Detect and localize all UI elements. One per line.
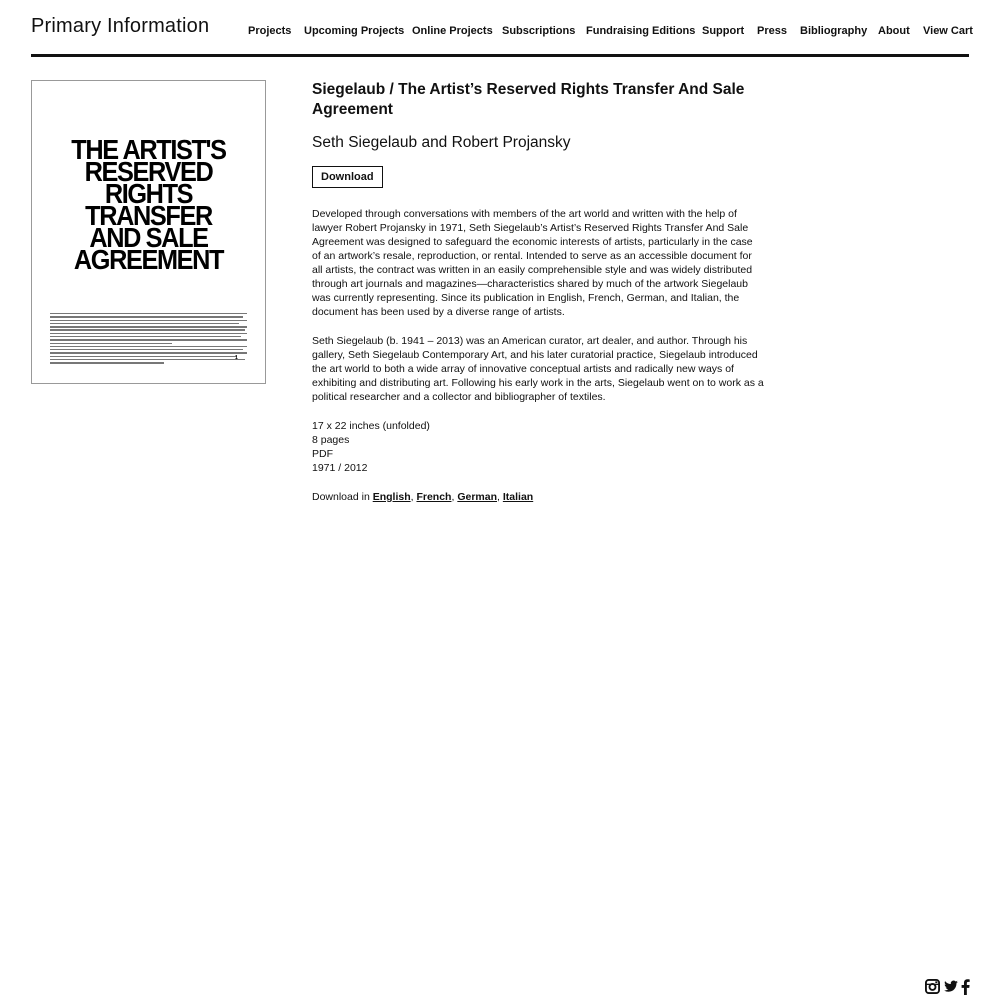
- download-in-label: Download in: [312, 491, 373, 503]
- spec-pages: 8 pages: [312, 434, 350, 446]
- nav-projects[interactable]: Projects: [248, 25, 292, 37]
- header-divider: [31, 54, 969, 57]
- instagram-icon[interactable]: [925, 979, 940, 999]
- facebook-icon[interactable]: [961, 979, 970, 1000]
- download-french-link[interactable]: French: [416, 491, 452, 503]
- nav-upcoming-projects[interactable]: Upcoming Projects: [304, 25, 405, 37]
- site-title[interactable]: Primary Information: [31, 15, 210, 37]
- cover-fine-print: [50, 313, 247, 366]
- project-authors: Seth Siegelaub and Robert Projansky: [312, 134, 571, 151]
- author-bio: Seth Siegelaub (b. 1941 – 2013) was an American curator, art dealer, and author. Through his gallery, Seth Siegelaub Contemporary Art, and his later curatorial practice, Siegelaub introduced the art world to both a wide array of innovative conceptual artists and radically new ways of exhibiting and distributing art. Following his early work in the arts, Siegelaub went on to work as a political researcher and a collector and bibliographer of textiles.: [312, 335, 764, 403]
- download-italian-link[interactable]: Italian: [502, 491, 534, 503]
- cover-page-number: 1: [235, 355, 238, 361]
- download-german-link[interactable]: German: [457, 491, 498, 503]
- project-details: [312, 80, 764, 504]
- nav-press[interactable]: Press: [757, 25, 787, 37]
- spec-years: 1971 / 2012: [312, 462, 368, 474]
- spec-dimensions: 17 x 22 inches (unfolded): [312, 420, 430, 432]
- nav-online-projects[interactable]: Online Projects: [412, 25, 493, 37]
- nav-view-cart[interactable]: View Cart: [923, 25, 973, 37]
- project-description: Developed through conversations with members of the art world and written with the help of lawyer Robert Projansky in 1971, Seth Siegelaub’s Artist’s Reserved Rights Transfer And Sale Agreement was designed to safeguard the economic interests of artists, particularly in the case of an artwork’s resale, reproduction, or rental. Intended to serve as an accessible document for all artists, the contract was written in an easily comprehensible style and was widely distributed through art journals and magazines—characteristics shared by much of the artwork Siegelaub was currently representing. Since its publication in English, French, German, and Italian, the document has been used by a diverse range of artists.: [312, 208, 753, 318]
- project-title: Siegelaub / The Artist’s Reserved Rights Transfer And Sale Agreement: [312, 81, 745, 118]
- nav-about[interactable]: About: [878, 25, 910, 37]
- download-button[interactable]: Download: [312, 166, 383, 188]
- cover-title: THE ARTIST'S RESERVED RIGHTS TRANSFER AND SALE AGREEMENT: [71, 134, 226, 275]
- project-specs: [312, 419, 764, 475]
- nav-fundraising-editions[interactable]: Fundraising Editions: [586, 25, 696, 37]
- download-english-link[interactable]: English: [372, 491, 411, 503]
- nav-bibliography[interactable]: Bibliography: [800, 25, 868, 37]
- cover-image: [31, 80, 266, 384]
- main-nav: [248, 24, 973, 38]
- spec-format: PDF: [312, 448, 333, 460]
- download-languages: Download in English, French, German, Italian: [312, 491, 534, 503]
- nav-subscriptions[interactable]: Subscriptions: [502, 25, 576, 37]
- nav-support[interactable]: Support: [702, 25, 745, 37]
- twitter-icon[interactable]: [943, 979, 959, 999]
